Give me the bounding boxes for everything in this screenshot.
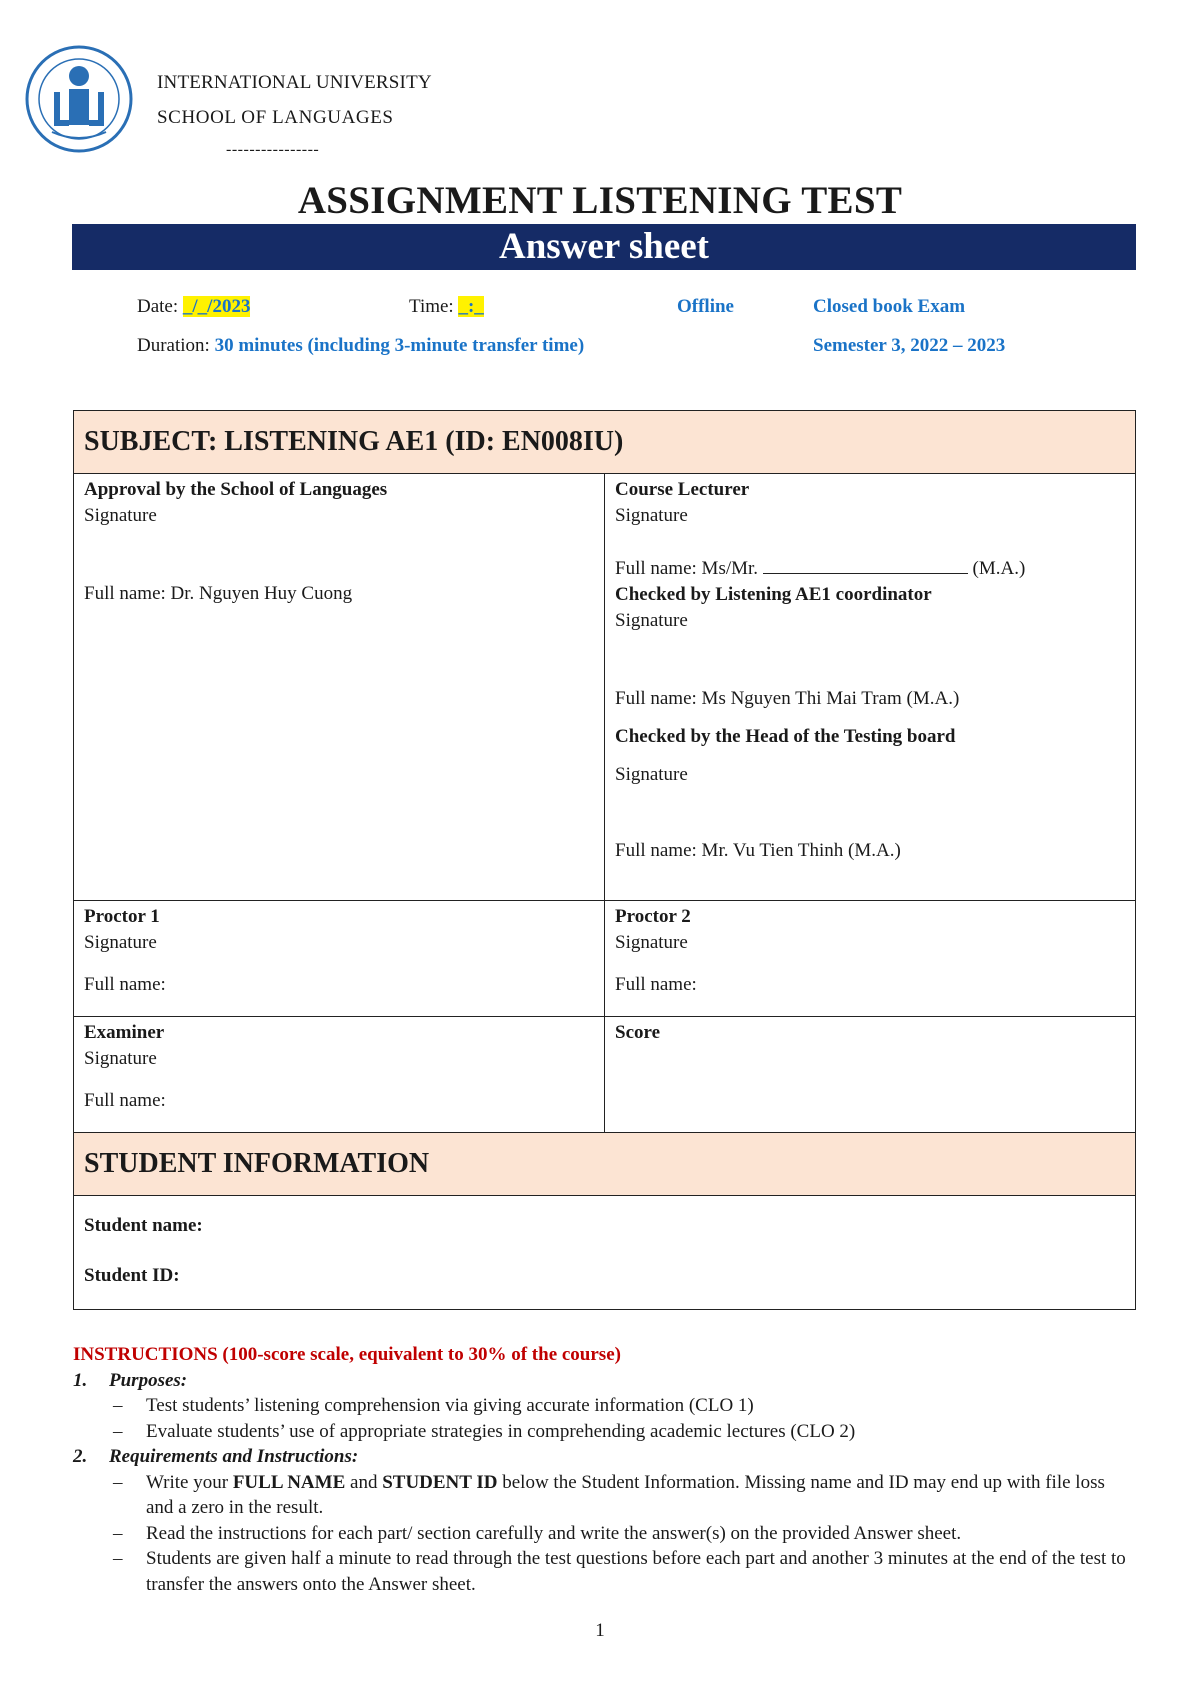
lecturer-fullname: Full name: Ms/Mr. (M.A.)	[615, 555, 1125, 582]
lecturer-name-blank	[763, 555, 968, 574]
instructions-heading: INSTRUCTIONS (100-score scale, equivalent to 30% of the course)	[73, 1344, 621, 1365]
subject-heading: SUBJECT: LISTENING AE1 (ID: EN008IU)	[74, 411, 1136, 474]
approval-fullname: Full name: Dr. Nguyen Huy Cuong	[84, 583, 353, 604]
duration-field	[137, 335, 584, 357]
head-title: Checked by the Head of the Testing board	[615, 726, 956, 747]
proctor2-signature: Signature	[615, 932, 688, 953]
date-field	[137, 296, 250, 318]
page-title: ASSIGNMENT LISTENING TEST	[297, 179, 903, 222]
answer-sheet-band: Answer sheet	[72, 224, 1136, 270]
lecturer-cell	[605, 474, 1136, 901]
approval-cell	[74, 474, 605, 901]
proctor1-title: Proctor 1	[84, 906, 160, 927]
time-value: _:_	[458, 296, 484, 317]
university-seal-icon	[24, 44, 134, 154]
exam-mode: Offline	[677, 296, 734, 317]
list-item: – Read the instructions for each part/ section carefully and write the answer(s) on the provided Answer sheet.	[113, 1522, 962, 1544]
examiner-cell	[74, 1017, 605, 1133]
date-value: _/_/2023	[182, 296, 251, 317]
proctor1-signature: Signature	[84, 932, 157, 953]
instructions-section	[73, 1342, 1136, 1597]
list-item: – Students are given half a minute to read through the test questions before each part and another 3 minutes at the end of the test to transfer the answers onto the Answer sheet.	[113, 1548, 1126, 1595]
student-info-cell	[74, 1196, 1136, 1310]
proctor2-title: Proctor 2	[615, 906, 691, 927]
examiner-signature: Signature	[84, 1048, 157, 1069]
purposes-heading: 1. Purposes:	[73, 1369, 188, 1391]
student-info-heading: STUDENT INFORMATION	[74, 1133, 1136, 1196]
head-fullname: Full name: Mr. Vu Tien Thinh (M.A.)	[615, 840, 901, 861]
student-name-label: Student name:	[84, 1215, 203, 1236]
page-number: 1	[595, 1620, 605, 1641]
requirements-heading: 2. Requirements and Instructions:	[73, 1446, 359, 1467]
date-label: Date:	[137, 296, 183, 317]
examiner-fullname: Full name:	[84, 1090, 166, 1111]
signature-table	[73, 410, 1136, 1310]
proctor2-cell	[605, 901, 1136, 1017]
score-title: Score	[615, 1022, 661, 1043]
lecturer-title: Course Lecturer	[615, 479, 750, 500]
approval-signature: Signature	[84, 505, 157, 526]
list-item: – Test students’ listening comprehension via giving accurate information (CLO 1)	[113, 1395, 754, 1416]
list-item: – Evaluate students’ use of appropriate strategies in comprehending academic lectures (CLO 2)	[113, 1420, 856, 1442]
coordinator-signature: Signature	[615, 610, 688, 631]
proctor1-cell	[74, 901, 605, 1017]
school-name: SCHOOL OF LANGUAGES	[157, 107, 394, 128]
semester: Semester 3, 2022 – 2023	[813, 335, 1006, 356]
proctor1-fullname: Full name:	[84, 974, 166, 995]
list-item: – Write your FULL NAME and STUDENT ID below the Student Information. Missing name and ID may end up with file loss and a zero in the result.	[113, 1471, 1105, 1518]
duration-value: 30 minutes (including 3-minute transfer time)	[214, 335, 585, 356]
head-signature: Signature	[615, 764, 688, 785]
student-id-label: Student ID:	[84, 1265, 180, 1286]
examiner-title: Examiner	[84, 1022, 165, 1043]
time-label: Time:	[409, 296, 459, 317]
header-divider: ----------------	[226, 141, 320, 158]
coordinator-fullname: Full name: Ms Nguyen Thi Mai Tram (M.A.)	[615, 688, 960, 709]
time-field	[409, 296, 484, 318]
proctor2-fullname: Full name:	[615, 974, 697, 995]
approval-title: Approval by the School of Languages	[84, 479, 388, 500]
score-cell	[605, 1017, 1136, 1133]
lecturer-signature: Signature	[615, 505, 688, 526]
duration-label: Duration:	[137, 335, 215, 356]
coordinator-title: Checked by Listening AE1 coordinator	[615, 584, 932, 605]
exam-type: Closed book Exam	[813, 296, 966, 317]
university-name: INTERNATIONAL UNIVERSITY	[157, 72, 432, 93]
